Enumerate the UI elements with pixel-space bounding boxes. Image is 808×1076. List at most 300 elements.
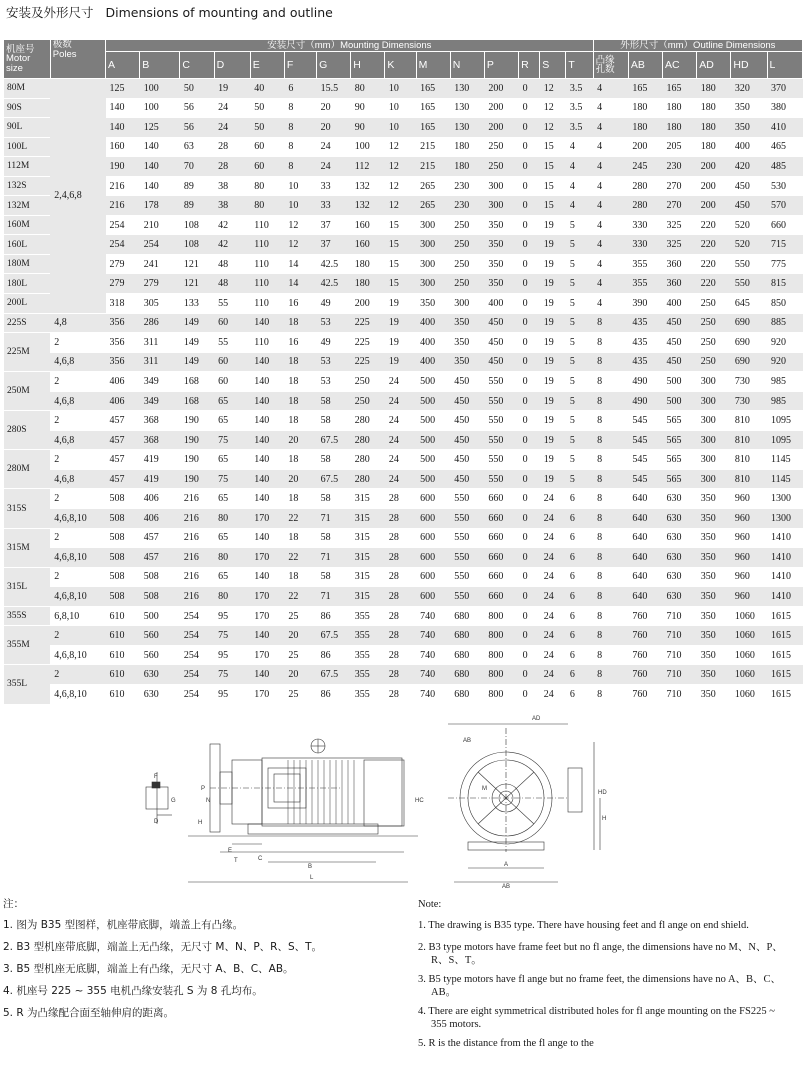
dimension-cell: 48 <box>214 274 250 294</box>
dimension-cell: 5 <box>566 274 593 294</box>
dimension-cell: 0 <box>519 391 540 411</box>
table-row <box>4 137 803 157</box>
dimension-cell: 130 <box>450 98 484 118</box>
dimension-cell: 165 <box>416 98 450 118</box>
table-row <box>4 235 803 255</box>
dimension-cell: 406 <box>106 372 140 392</box>
column-header: N <box>450 52 484 79</box>
dimension-cell: 53 <box>317 313 351 333</box>
dimension-cell: 457 <box>140 548 180 568</box>
label-f: F <box>154 774 158 780</box>
table-row <box>4 665 803 685</box>
table-row <box>4 587 803 607</box>
dimension-cell: 800 <box>484 645 518 665</box>
column-header: 凸缘 孔数 <box>593 52 628 79</box>
dimension-cell: 0 <box>519 118 540 138</box>
dimension-cell: 400 <box>416 333 450 353</box>
dimension-cell: 19 <box>540 235 566 255</box>
dimension-cell: 28 <box>385 509 416 529</box>
dimension-cell: 380 <box>767 98 802 118</box>
dimension-cell: 960 <box>731 567 767 587</box>
dimension-cell: 330 <box>628 235 662 255</box>
dimension-cell: 406 <box>106 391 140 411</box>
dimension-cell: 180 <box>450 137 484 157</box>
dimension-cell: 400 <box>484 294 518 314</box>
dimension-cell: 16 <box>284 333 316 353</box>
column-header: AB <box>628 52 662 79</box>
dimension-cell: 600 <box>416 528 450 548</box>
dimension-cell: 20 <box>317 118 351 138</box>
dimension-cell: 8 <box>593 469 628 489</box>
dimension-cell: 55 <box>214 294 250 314</box>
frame-size-cell: 315S <box>4 489 50 528</box>
dimension-cell: 8 <box>593 313 628 333</box>
dimension-cell: 42 <box>214 235 250 255</box>
dimension-cell: 450 <box>731 196 767 216</box>
dimension-cell: 350 <box>731 118 767 138</box>
dimension-cell: 95 <box>214 645 250 665</box>
dimension-cell: 18 <box>284 411 316 431</box>
dimension-cell: 630 <box>140 684 180 704</box>
dimension-cell: 0 <box>519 333 540 353</box>
dimension-cell: 690 <box>731 352 767 372</box>
dimension-cell: 165 <box>416 118 450 138</box>
dimension-cell: 356 <box>106 333 140 353</box>
dimension-cell: 0 <box>519 372 540 392</box>
dimension-cell: 56 <box>180 118 214 138</box>
dimension-cell: 130 <box>450 118 484 138</box>
dimension-cell: 110 <box>250 254 284 274</box>
dimension-cell: 19 <box>540 294 566 314</box>
dimension-cell: 0 <box>519 137 540 157</box>
frame-size-cell: 160M <box>4 215 50 235</box>
dimension-cell: 89 <box>180 196 214 216</box>
dimension-cell: 80 <box>214 587 250 607</box>
dimension-cell: 140 <box>250 372 284 392</box>
dimension-cell: 545 <box>628 411 662 431</box>
dimension-cell: 10 <box>385 98 416 118</box>
dimension-cell: 140 <box>140 157 180 177</box>
dimension-cell: 550 <box>484 391 518 411</box>
dimension-cell: 760 <box>628 684 662 704</box>
dimension-cell: 810 <box>731 411 767 431</box>
dimension-cell: 0 <box>519 352 540 372</box>
dimension-cell: 28 <box>214 157 250 177</box>
dimension-cell: 67.5 <box>317 626 351 646</box>
dimension-cell: 710 <box>663 684 697 704</box>
dimension-cell: 5 <box>566 352 593 372</box>
dimension-cell: 6 <box>284 79 316 99</box>
dimension-cell: 180 <box>663 118 697 138</box>
dimension-cell: 450 <box>450 411 484 431</box>
dimension-cell: 180 <box>663 98 697 118</box>
poles-cell: 2 <box>50 333 105 353</box>
table-row <box>4 294 803 314</box>
dimension-cell: 1410 <box>767 528 802 548</box>
dimension-cell: 279 <box>106 274 140 294</box>
dimension-cell: 250 <box>484 157 518 177</box>
dimension-cell: 3.5 <box>566 79 593 99</box>
dimension-cell: 550 <box>731 274 767 294</box>
dimension-cell: 400 <box>663 294 697 314</box>
dimension-cell: 168 <box>180 372 214 392</box>
dimension-cell: 280 <box>351 450 385 470</box>
column-header: F <box>284 52 316 79</box>
dimension-cell: 985 <box>767 391 802 411</box>
dimension-cell: 254 <box>140 235 180 255</box>
dimension-cell: 265 <box>416 196 450 216</box>
dimension-cell: 19 <box>540 254 566 274</box>
dimension-cell: 20 <box>284 469 316 489</box>
dimension-cell: 15 <box>540 137 566 157</box>
dimension-cell: 86 <box>317 645 351 665</box>
end-view <box>448 716 607 890</box>
dimension-cell: 600 <box>416 548 450 568</box>
dimension-cell: 24 <box>540 567 566 587</box>
dimension-cell: 63 <box>180 137 214 157</box>
dimension-cell: 730 <box>731 391 767 411</box>
dimension-cell: 254 <box>180 606 214 626</box>
column-header: E <box>250 52 284 79</box>
dimension-cell: 19 <box>385 352 416 372</box>
dimension-cell: 8 <box>593 528 628 548</box>
dimension-cell: 28 <box>385 587 416 607</box>
dimension-cell: 19 <box>540 274 566 294</box>
dimension-cell: 280 <box>628 196 662 216</box>
table-row <box>4 469 803 489</box>
dimension-cell: 15 <box>540 157 566 177</box>
notes-en-heading: Note: <box>418 899 442 910</box>
dimension-cell: 24 <box>540 645 566 665</box>
header-row-1 <box>4 40 803 52</box>
column-header: T <box>566 52 593 79</box>
dimension-cell: 24 <box>540 528 566 548</box>
dimensions-table <box>4 40 803 705</box>
dimension-cell: 730 <box>731 372 767 392</box>
dimension-cell: 49 <box>317 294 351 314</box>
dimension-cell: 500 <box>663 372 697 392</box>
table-row <box>4 196 803 216</box>
dimension-cell: 180 <box>697 118 731 138</box>
dimension-cell: 4 <box>593 274 628 294</box>
dimension-cell: 280 <box>351 430 385 450</box>
dimension-cell: 215 <box>416 157 450 177</box>
dimension-cell: 4 <box>593 137 628 157</box>
dimension-cell: 1615 <box>767 606 802 626</box>
dimension-cell: 67.5 <box>317 665 351 685</box>
dimension-cell: 8 <box>593 684 628 704</box>
column-header: AD <box>697 52 731 79</box>
dimension-cell: 520 <box>731 235 767 255</box>
dimension-cell: 24 <box>385 430 416 450</box>
dimension-cell: 65 <box>214 411 250 431</box>
dimension-cell: 19 <box>540 215 566 235</box>
table-row <box>4 489 803 509</box>
dimension-cell: 645 <box>731 294 767 314</box>
dimension-cell: 8 <box>593 567 628 587</box>
dimension-cell: 640 <box>628 548 662 568</box>
dimension-cell: 125 <box>140 118 180 138</box>
dimension-cell: 220 <box>697 235 731 255</box>
label-ab: AB <box>463 738 472 744</box>
dimension-cell: 630 <box>663 548 697 568</box>
dimension-cell: 350 <box>697 548 731 568</box>
dimension-cell: 160 <box>106 137 140 157</box>
dimension-cell: 149 <box>180 313 214 333</box>
dimension-cell: 810 <box>731 450 767 470</box>
dimension-cell: 180 <box>628 98 662 118</box>
dimension-cell: 0 <box>519 176 540 196</box>
frame-size-cell: 355S <box>4 606 50 626</box>
dimension-cell: 8 <box>593 548 628 568</box>
dimension-cell: 1145 <box>767 469 802 489</box>
dimension-cell: 800 <box>484 684 518 704</box>
dimension-cell: 58 <box>317 528 351 548</box>
dimension-cell: 740 <box>416 606 450 626</box>
column-header: K <box>385 52 416 79</box>
dimension-cell: 6 <box>566 684 593 704</box>
dimension-cell: 640 <box>628 587 662 607</box>
dimension-cell: 22 <box>284 587 316 607</box>
poles-cell: 4,6,8 <box>50 391 105 411</box>
frame-size-cell: 132M <box>4 196 50 216</box>
dimension-cell: 5 <box>566 215 593 235</box>
table-row <box>4 528 803 548</box>
dimension-cell: 1060 <box>731 645 767 665</box>
dimension-cell: 5 <box>566 313 593 333</box>
dimension-cell: 318 <box>106 294 140 314</box>
dimension-cell: 0 <box>519 411 540 431</box>
dimension-cell: 600 <box>416 567 450 587</box>
dimension-cell: 508 <box>106 567 140 587</box>
dimension-cell: 300 <box>697 450 731 470</box>
frame-size-cell: 315M <box>4 528 50 567</box>
dimension-cell: 12 <box>540 118 566 138</box>
dimension-cell: 286 <box>140 313 180 333</box>
dimension-cell: 133 <box>180 294 214 314</box>
column-header: R <box>519 52 540 79</box>
dimension-cell: 170 <box>250 509 284 529</box>
dimension-cell: 0 <box>519 548 540 568</box>
dimension-cell: 270 <box>663 176 697 196</box>
dimension-cell: 250 <box>697 294 731 314</box>
dimension-cell: 0 <box>519 567 540 587</box>
dimension-cell: 86 <box>317 606 351 626</box>
dimension-cell: 0 <box>519 215 540 235</box>
dimension-cell: 19 <box>540 352 566 372</box>
table-row <box>4 372 803 392</box>
dimension-cell: 710 <box>663 665 697 685</box>
dimension-cell: 28 <box>385 489 416 509</box>
dimension-cell: 350 <box>484 254 518 274</box>
dimension-cell: 660 <box>484 548 518 568</box>
dimension-cell: 170 <box>250 606 284 626</box>
note-en-3: 3. B5 type motors have fl ange but no frame feet, the dimensions have no A、B、C、 AB。 <box>418 974 782 998</box>
dimension-cell: 4 <box>566 157 593 177</box>
dimension-cell: 18 <box>284 372 316 392</box>
dimension-cell: 715 <box>767 235 802 255</box>
dimension-cell: 0 <box>519 450 540 470</box>
dimension-cell: 170 <box>250 587 284 607</box>
dimension-cell: 75 <box>214 430 250 450</box>
dimension-cell: 279 <box>140 274 180 294</box>
frame-size-cell: 355L <box>4 665 50 704</box>
dimension-cell: 740 <box>416 684 450 704</box>
dimension-cell: 630 <box>663 509 697 529</box>
dimension-cell: 140 <box>140 137 180 157</box>
dimension-cell: 550 <box>484 450 518 470</box>
dimension-cell: 86 <box>317 684 351 704</box>
frame-size-cell: 200L <box>4 294 50 314</box>
note-en-4: 4. There are eight symmetrical distributed holes for fl ange mounting on the FS225 ~ 355 motors. <box>418 1006 775 1030</box>
frame-size-cell: 80M <box>4 79 50 99</box>
dimension-cell: 18 <box>284 352 316 372</box>
dimension-cell: 300 <box>416 215 450 235</box>
dimension-cell: 550 <box>731 254 767 274</box>
dimension-cell: 457 <box>140 528 180 548</box>
table-row <box>4 450 803 470</box>
dimension-cell: 960 <box>731 489 767 509</box>
dimension-cell: 550 <box>450 528 484 548</box>
dimension-cell: 24 <box>385 411 416 431</box>
dimension-cell: 205 <box>663 137 697 157</box>
dimension-cell: 279 <box>106 254 140 274</box>
label-h2: H <box>602 816 607 822</box>
dimension-cell: 8 <box>284 98 316 118</box>
dimension-cell: 600 <box>416 509 450 529</box>
dimension-cell: 110 <box>250 215 284 235</box>
dimension-cell: 400 <box>416 313 450 333</box>
poles-cell: 4,6,8,10 <box>50 645 105 665</box>
dimension-cell: 200 <box>351 294 385 314</box>
dimension-cell: 42 <box>214 215 250 235</box>
dimension-cell: 15 <box>385 215 416 235</box>
dimension-cell: 315 <box>351 509 385 529</box>
dimension-cell: 350 <box>697 509 731 529</box>
dimension-cell: 75 <box>214 469 250 489</box>
dimension-cell: 450 <box>663 352 697 372</box>
column-header: M <box>416 52 450 79</box>
poles-cell: 2 <box>50 567 105 587</box>
poles-cell: 4,6,8 <box>50 352 105 372</box>
dimension-cell: 28 <box>385 528 416 548</box>
dimension-cell: 216 <box>180 567 214 587</box>
column-header: C <box>180 52 214 79</box>
dimension-cell: 15 <box>540 196 566 216</box>
dimension-cell: 500 <box>416 391 450 411</box>
dimension-cell: 760 <box>628 606 662 626</box>
poles-cell: 2 <box>50 626 105 646</box>
dimension-cell: 300 <box>697 372 731 392</box>
dimension-cell: 220 <box>697 215 731 235</box>
dimension-cell: 545 <box>628 450 662 470</box>
dimension-cell: 241 <box>140 254 180 274</box>
dimension-cell: 450 <box>484 333 518 353</box>
dimension-cell: 490 <box>628 372 662 392</box>
dimension-cell: 12 <box>385 157 416 177</box>
dimension-cell: 50 <box>250 118 284 138</box>
dimension-cell: 24 <box>214 118 250 138</box>
dimension-cell: 406 <box>140 489 180 509</box>
dimension-cell: 1095 <box>767 411 802 431</box>
dimension-cell: 250 <box>351 391 385 411</box>
header-mounting: 安装尺寸（mm）Mounting Dimensions <box>106 40 594 52</box>
dimension-cell: 920 <box>767 333 802 353</box>
dimension-cell: 19 <box>540 411 566 431</box>
table-row <box>4 509 803 529</box>
dimension-cell: 24 <box>540 509 566 529</box>
dimension-cell: 140 <box>250 469 284 489</box>
dimension-cell: 100 <box>140 79 180 99</box>
dimension-cell: 265 <box>416 176 450 196</box>
dimension-cell: 5 <box>566 333 593 353</box>
dimension-cell: 349 <box>140 391 180 411</box>
dimension-cell: 450 <box>450 430 484 450</box>
dimension-cell: 22 <box>284 548 316 568</box>
dimension-cell: 300 <box>697 411 731 431</box>
dimension-cell: 8 <box>593 665 628 685</box>
dimension-cell: 225 <box>351 313 385 333</box>
dimension-cell: 508 <box>106 528 140 548</box>
dimension-cell: 14 <box>284 274 316 294</box>
dimension-cell: 960 <box>731 587 767 607</box>
dimension-cell: 450 <box>450 391 484 411</box>
dimension-cell: 24 <box>540 665 566 685</box>
dimension-cell: 305 <box>140 294 180 314</box>
dimension-cell: 6 <box>566 548 593 568</box>
dimension-cell: 508 <box>106 587 140 607</box>
dimension-cell: 8 <box>593 430 628 450</box>
dimension-cell: 165 <box>628 79 662 99</box>
dimension-cell: 550 <box>484 411 518 431</box>
note-en-2: 2. B3 type motors have frame feet but no fl ange, the dimensions have no M、N、P、 R、S、T。 <box>418 942 783 966</box>
dimension-cell: 15 <box>385 274 416 294</box>
label-b: B <box>308 864 313 870</box>
dimension-cell: 325 <box>663 215 697 235</box>
dimension-cell: 33 <box>317 196 351 216</box>
dimension-cell: 80 <box>351 79 385 99</box>
dimension-cell: 350 <box>697 606 731 626</box>
dimension-cell: 49 <box>317 333 351 353</box>
dimension-cell: 67.5 <box>317 469 351 489</box>
dimension-cell: 180 <box>351 254 385 274</box>
dimension-cell: 280 <box>628 176 662 196</box>
poles-cell: 2 <box>50 528 105 548</box>
dimension-cell: 1060 <box>731 665 767 685</box>
dimension-cell: 14 <box>284 254 316 274</box>
dimension-cell: 216 <box>180 489 214 509</box>
dimension-cell: 200 <box>697 196 731 216</box>
dimension-cell: 132 <box>351 176 385 196</box>
dimension-cell: 370 <box>767 79 802 99</box>
dimension-cell: 500 <box>416 450 450 470</box>
dimension-cell: 190 <box>180 469 214 489</box>
dimension-cell: 520 <box>731 215 767 235</box>
poles-cell: 2 <box>50 489 105 509</box>
dimension-cell: 565 <box>663 469 697 489</box>
dimension-cell: 8 <box>593 587 628 607</box>
dimension-cell: 630 <box>663 489 697 509</box>
dimension-cell: 920 <box>767 352 802 372</box>
dimension-cell: 760 <box>628 626 662 646</box>
dimension-cell: 170 <box>250 684 284 704</box>
shaft-section <box>146 772 176 825</box>
table-row <box>4 333 803 353</box>
dimension-cell: 355 <box>628 274 662 294</box>
poles-cell: 2 <box>50 411 105 431</box>
dimension-cell: 550 <box>450 489 484 509</box>
dimension-cell: 350 <box>697 567 731 587</box>
